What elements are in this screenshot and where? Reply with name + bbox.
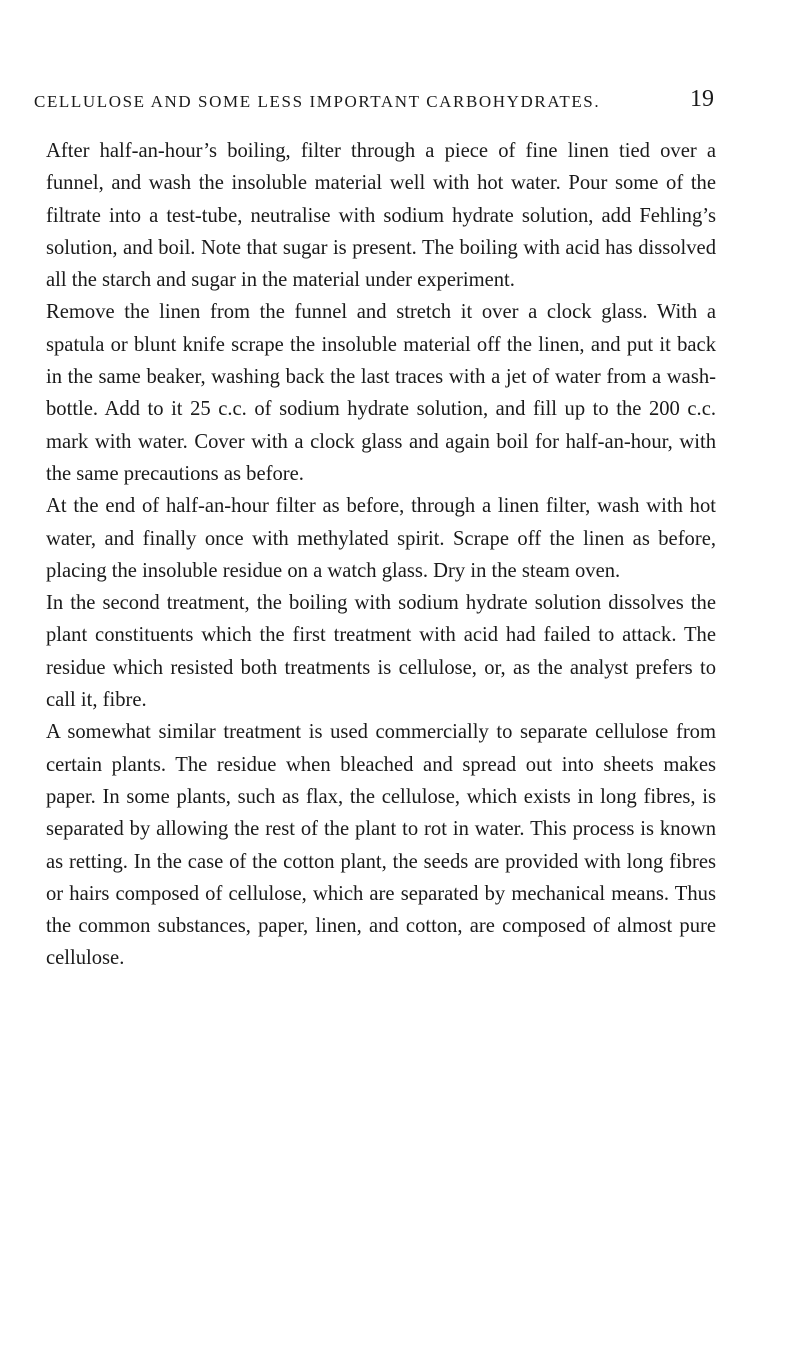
paragraph-5: A somewhat similar treatment is used commercially to separate cellulose from certain plants. The residue when bleached and spread out into sheets makes paper. In some plants, such as flax, the cellulose, which exists in long fibres, is separated by allowing the rest of the plant to rot in water. This process is known as retting. In the case of the cotton plant, the seeds are provided with long fibres or hairs composed of cellulose, which are separated by mechanical means. Thus the common substances, paper, linen, and cotton, are composed of almost pure cellulose. (46, 721, 716, 970)
running-title: CELLULOSE AND SOME LESS IMPORTANT CARBOHYDRATES. (34, 92, 601, 111)
page-number: 19 (690, 86, 714, 112)
paragraph-3: At the end of half-an-hour filter as before, through a linen filter, wash with hot water, and finally once with methylated spirit. Scrape off the linen as before, placing the insoluble residue on a watch glass. Dry in the steam oven. (46, 495, 716, 582)
body-text (46, 135, 716, 975)
running-header (34, 86, 714, 116)
paragraph-2: Remove the linen from the funnel and stretch it over a clock glass. With a spatula or blunt knife scrape the insoluble material off the linen, and put it back in the same beaker, washing back the last traces with a jet of water from a wash-bottle. Add to it 25 c.c. of sodium hydrate solution, and fill up to the 200 c.c. mark with water. Cover with a clock glass and again boil for half-an-hour, with the same precautions as before. (46, 301, 716, 485)
paragraph-1: After half-an-hour’s boiling, filter through a piece of fine linen tied over a funnel, and wash the insoluble material well with hot water. Pour some of the filtrate into a test-tube, neutralise with sodium hydrate solution, add Fehling’s solution, and boil. Note that sugar is present. The boiling with acid has dissolved all the starch and sugar in the material under experiment. (46, 140, 716, 292)
paragraph-4: In the second treatment, the boiling with sodium hydrate solution dissolves the plant constituents which the first treatment with acid had failed to attack. The residue which resisted both treatments is cellulose, or, as the analyst prefers to call it, fibre. (46, 592, 716, 712)
